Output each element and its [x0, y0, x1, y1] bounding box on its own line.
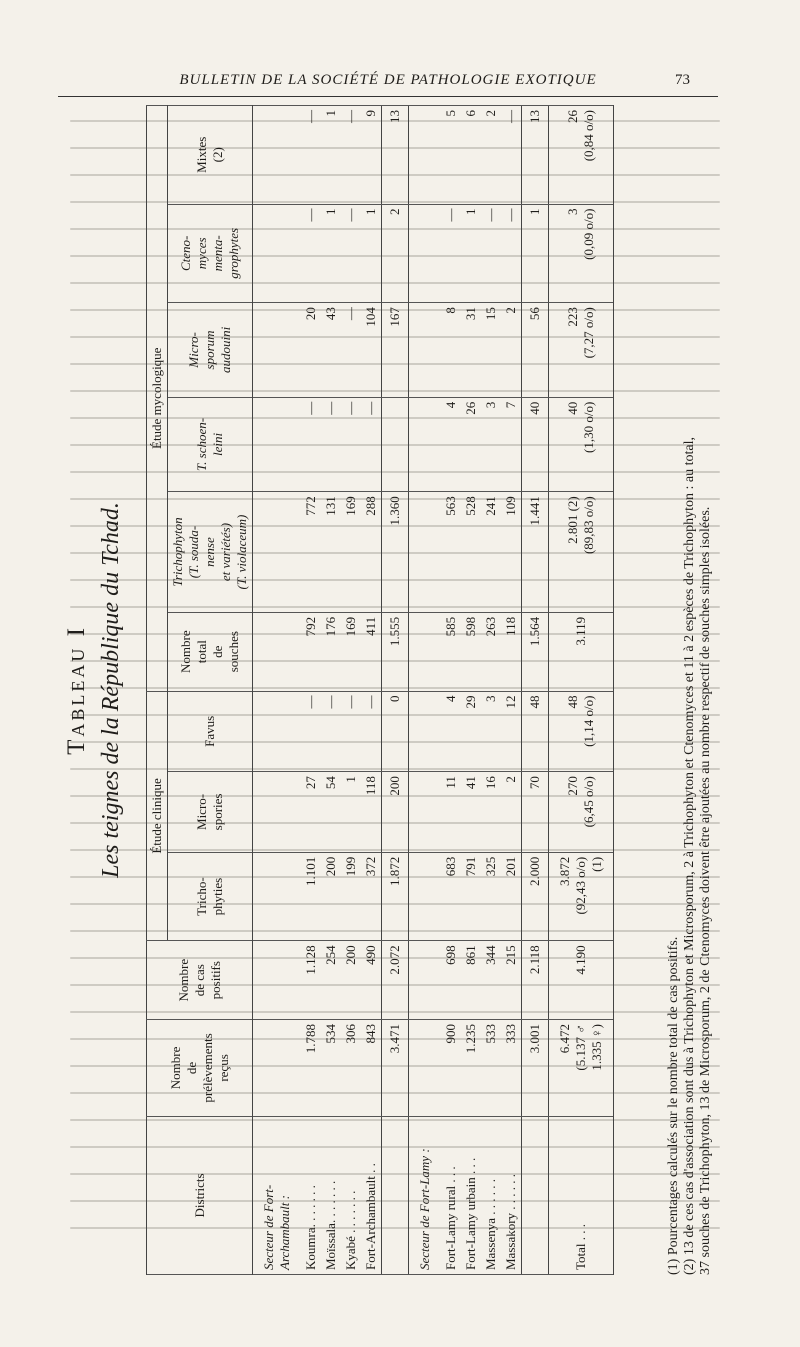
- district-cell: Fort-Lamy rural . . .: [441, 1116, 461, 1274]
- cell: 54: [321, 772, 341, 853]
- cell: 1: [461, 204, 481, 303]
- cell: 534: [321, 1020, 341, 1117]
- cell: 528: [461, 492, 481, 613]
- cell: 3.001: [522, 1020, 549, 1117]
- cell: 1.128: [301, 941, 321, 1020]
- table-row: [321, 106, 341, 1275]
- cell: 683: [441, 852, 461, 941]
- cell: —: [301, 691, 321, 772]
- district-cell: Fort-Archambault . .: [361, 1116, 382, 1274]
- cell: 48 (1,14 o/o): [549, 691, 614, 772]
- cell: 31: [461, 303, 481, 398]
- sector-name: Secteur de Fort-Lamy :: [409, 1116, 442, 1274]
- cell: 2.801 (2) (89,83 o/o): [549, 492, 614, 613]
- cell: —: [501, 204, 522, 303]
- col-header-microsporum: Micro- sporum audouini: [168, 303, 253, 398]
- cell: —: [341, 303, 361, 398]
- cell: 490: [361, 941, 382, 1020]
- cell: 7: [501, 397, 522, 492]
- cell: 1: [522, 204, 549, 303]
- cell: 344: [481, 941, 501, 1020]
- sector-row: [409, 106, 442, 1275]
- cell: 4.190: [549, 941, 614, 1020]
- cell: 13: [382, 106, 409, 205]
- cell: 200: [341, 941, 361, 1020]
- cell: 4: [441, 397, 461, 492]
- col-header-positifs: Nombre de cas positifs: [147, 941, 253, 1020]
- cell: 2.118: [522, 941, 549, 1020]
- cell: 3.119: [549, 612, 614, 691]
- cell: 16: [481, 772, 501, 853]
- col-header-prelevements: Nombre de prélèvements reçus: [147, 1020, 253, 1117]
- cell: 2: [382, 204, 409, 303]
- col-header-microspories: Micro- spories: [168, 772, 253, 853]
- cell: 698: [441, 941, 461, 1020]
- cell: —: [301, 397, 321, 492]
- sector-name: Secteur de Fort-Archambault :: [253, 1116, 302, 1274]
- subtotal-row: [522, 106, 549, 1275]
- col-header-schoenleini: T. schoen- leini: [168, 397, 253, 492]
- cell: —: [301, 106, 321, 205]
- district-cell: Moïssala. . . . . . .: [321, 1116, 341, 1274]
- col-header-districts: Districts: [147, 1116, 253, 1274]
- cell: 772: [301, 492, 321, 613]
- cell: 118: [361, 772, 382, 853]
- table-row: [441, 106, 461, 1275]
- cell: 176: [321, 612, 341, 691]
- cell: —: [341, 204, 361, 303]
- cell: 843: [361, 1020, 382, 1117]
- cell: —: [341, 106, 361, 205]
- col-header-ctenomyces: Cteno- myces menta- grophytes: [168, 204, 253, 303]
- cell: 6: [461, 106, 481, 205]
- cell: 70: [522, 772, 549, 853]
- total-row: [549, 106, 614, 1275]
- cell: 1.872: [382, 852, 409, 941]
- cell: 791: [461, 852, 481, 941]
- cell: 3: [481, 691, 501, 772]
- cell: —: [341, 397, 361, 492]
- cell: 169: [341, 492, 361, 613]
- cell: 2: [501, 772, 522, 853]
- total-label: Total . . .: [549, 1116, 614, 1274]
- cell: 585: [441, 612, 461, 691]
- cell: 1.360: [382, 492, 409, 613]
- cell: 2.072: [382, 941, 409, 1020]
- cell: 8: [441, 303, 461, 398]
- cell: 900: [441, 1020, 461, 1117]
- district-cell: Koumra. . . . . . .: [301, 1116, 321, 1274]
- cell: 12: [501, 691, 522, 772]
- cell: 4: [441, 691, 461, 772]
- cell: 5: [441, 106, 461, 205]
- cell: 15: [481, 303, 501, 398]
- cell: 200: [382, 772, 409, 853]
- cell: 254: [321, 941, 341, 1020]
- footnote: (2) 13 de ces cas d'association sont dus à Trichophyton et Microsporum, 2 à Trichophyton et Ctenomyces et 11 à 2 espèces de Trichophyton : au total,: [682, 437, 697, 1275]
- running-head: BULLETIN DE LA SOCIÉTÉ DE PATHOLOGIE EXOTIQUE: [179, 72, 597, 88]
- ringworm-table: [146, 105, 614, 1275]
- cell: —: [341, 691, 361, 772]
- col-header-mixtes: Mixtes (2): [168, 106, 253, 205]
- cell: 41: [461, 772, 481, 853]
- cell: —: [301, 204, 321, 303]
- cell: 131: [321, 492, 341, 613]
- cell: 13: [522, 106, 549, 205]
- cell: 288: [361, 492, 382, 613]
- sector-row: [253, 106, 302, 1275]
- cell: 40 (1,30 o/o): [549, 397, 614, 492]
- cell: 270 (6,45 o/o): [549, 772, 614, 853]
- cell: 201: [501, 852, 522, 941]
- cell: 563: [441, 492, 461, 613]
- cell: 1.235: [461, 1020, 481, 1117]
- cell: 0: [382, 691, 409, 772]
- cell: 3.872 (92,43 o/o) (1): [549, 852, 614, 941]
- cell: 1: [321, 204, 341, 303]
- header-rule: [58, 96, 718, 97]
- cell: 1.564: [522, 612, 549, 691]
- district-cell: Fort-Lamy urbain . . .: [461, 1116, 481, 1274]
- cell: 411: [361, 612, 382, 691]
- cell: —: [321, 691, 341, 772]
- cell: 223 (7,27 o/o): [549, 303, 614, 398]
- cell: 2: [501, 303, 522, 398]
- footnote: (1) Pourcentages calculés sur le nombre total de cas positifs.: [666, 936, 681, 1275]
- table-row: [461, 106, 481, 1275]
- col-header-trichophyties: Tricho- phyties: [168, 852, 253, 941]
- cell: 6.472 (5.137 ♂ 1.335 ♀): [549, 1020, 614, 1117]
- cell: 1: [341, 772, 361, 853]
- cell: 2.000: [522, 852, 549, 941]
- table-row: [501, 106, 522, 1275]
- cell: 533: [481, 1020, 501, 1117]
- cell: —: [321, 397, 341, 492]
- cell: 29: [461, 691, 481, 772]
- cell: 11: [441, 772, 461, 853]
- table-label: Tableau I: [63, 625, 90, 755]
- cell: 40: [522, 397, 549, 492]
- cell: 372: [361, 852, 382, 941]
- footnote: 37 souches de Trichophyton, 13 de Microsporum, 2 de Ctenomyces doivent être ajoutées au nombre respectif de souches simples isolées.: [698, 506, 713, 1275]
- cell: 199: [341, 852, 361, 941]
- cell: 9: [361, 106, 382, 205]
- district-cell: Massenya . . . . . .: [481, 1116, 501, 1274]
- cell: 43: [321, 303, 341, 398]
- table-row: [481, 106, 501, 1275]
- cell: 167: [382, 303, 409, 398]
- cell: —: [501, 106, 522, 205]
- cell: 1.788: [301, 1020, 321, 1117]
- cell: 26: [461, 397, 481, 492]
- cell: 56: [522, 303, 549, 398]
- cell: —: [361, 691, 382, 772]
- table-footnotes: [666, 105, 714, 1275]
- cell: 325: [481, 852, 501, 941]
- cell: —: [441, 204, 461, 303]
- cell: 861: [461, 941, 481, 1020]
- page-number: 73: [675, 72, 690, 88]
- district-cell: Kyabé . . . . . . .: [341, 1116, 361, 1274]
- col-header-favus: Favus: [168, 691, 253, 772]
- cell: [382, 397, 409, 492]
- table-caption: [60, 105, 142, 1275]
- cell: 1: [361, 204, 382, 303]
- cell: 200: [321, 852, 341, 941]
- col-header-etude-clinique: Étude clinique: [147, 691, 168, 941]
- cell: 598: [461, 612, 481, 691]
- table-row: [361, 106, 382, 1275]
- cell: 169: [341, 612, 361, 691]
- rotated-table-block: [60, 105, 713, 1275]
- cell: —: [361, 397, 382, 492]
- cell: 2: [481, 106, 501, 205]
- cell: 3: [481, 397, 501, 492]
- cell: 26 (0,84 o/o): [549, 106, 614, 205]
- cell: 3.471: [382, 1020, 409, 1117]
- cell: 1.555: [382, 612, 409, 691]
- cell: 1.101: [301, 852, 321, 941]
- cell: 1.441: [522, 492, 549, 613]
- cell: 3 (0,09 o/o): [549, 204, 614, 303]
- col-header-souches: Nombre total de souches: [168, 612, 253, 691]
- cell: 215: [501, 941, 522, 1020]
- cell: 263: [481, 612, 501, 691]
- page-header: [0, 62, 800, 102]
- cell: 306: [341, 1020, 361, 1117]
- cell: 48: [522, 691, 549, 772]
- cell: 27: [301, 772, 321, 853]
- cell: 109: [501, 492, 522, 613]
- cell: 20: [301, 303, 321, 398]
- table-row: [301, 106, 321, 1275]
- cell: 1: [321, 106, 341, 205]
- subtotal-row: [382, 106, 409, 1275]
- district-cell: Massakory . . . . . .: [501, 1116, 522, 1274]
- cell: 241: [481, 492, 501, 613]
- cell: 792: [301, 612, 321, 691]
- table-title: Les teignes de la République du Tchad.: [98, 502, 124, 878]
- cell: —: [481, 204, 501, 303]
- cell: 333: [501, 1020, 522, 1117]
- cell: 104: [361, 303, 382, 398]
- table-row: [341, 106, 361, 1275]
- col-header-etude-mycologique: Étude mycologique: [147, 106, 168, 692]
- col-header-trichophyton: Trichophyton (T. souda- nense et variétés) (T. violaceum): [168, 492, 253, 613]
- cell: 118: [501, 612, 522, 691]
